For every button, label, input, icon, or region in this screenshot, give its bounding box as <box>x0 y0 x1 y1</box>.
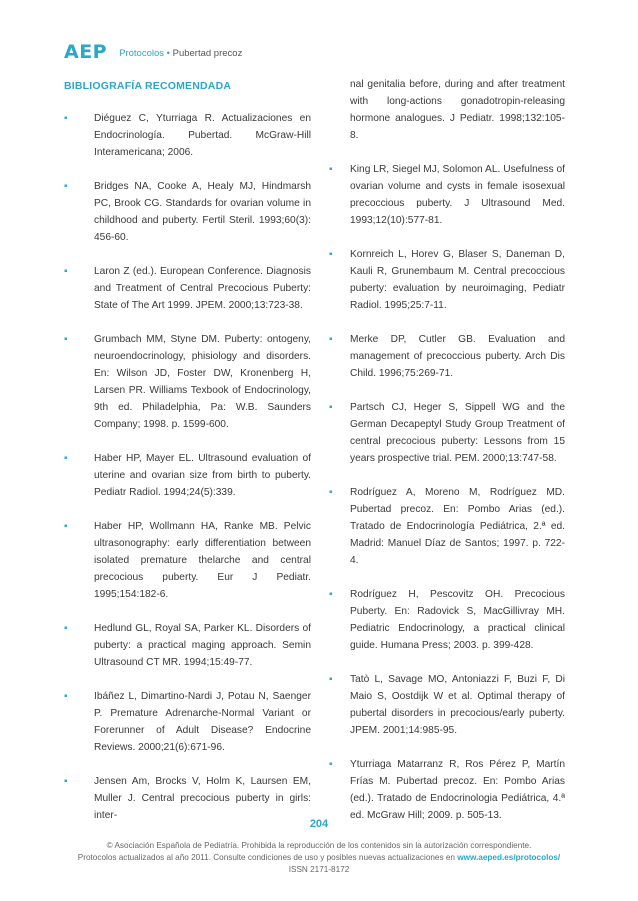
reference-item <box>64 773 311 824</box>
reference-text: Partsch CJ, Heger S, Sippell WG and the German Decapeptyl Study Group Treatment of central precocious puberty: Lessons from 15 years prospective trial. PEM. 2000;13:747-58. <box>350 402 565 464</box>
reference-text: King LR, Siegel MJ, Solomon AL. Usefulness of ovarian volume and cysts in female isosexual precoccious puberty. J Ultrasound Med. 1993;12(10):577-81. <box>350 164 565 226</box>
bullet-icon: ▪ <box>329 334 333 345</box>
bullet-icon: ▪ <box>64 691 68 702</box>
reference-item <box>64 688 311 756</box>
reference-text: Jensen Am, Brocks V, Holm K, Laursen EM, Muller J. Central precocious puberty in girls: inter- <box>94 776 311 821</box>
bullet-icon: ▪ <box>329 487 333 498</box>
bullet-icon: ▪ <box>64 521 68 532</box>
reference-item <box>64 518 311 603</box>
reference-continuation: nal genitalia before, during and after treatment with long-actions gonadotropin-releasing hormone analogues. J Pediatr. 1998;132:105-8. <box>350 79 565 141</box>
bullet-icon: ▪ <box>64 266 68 277</box>
reference-list-left <box>64 110 311 824</box>
bullet-icon: ▪ <box>64 776 68 787</box>
reference-text: Haber HP, Mayer EL. Ultrasound evaluation of uterine and ovarian size from birth to puberty. Pediatr Radiol. 1994;24(5):339. <box>94 453 311 498</box>
reference-text: Grumbach MM, Styne DM. Puberty: ontogeny, neuroendocrinology, phisiology and disorders. En: Wilson JD, Foster DW, Kronenberg H, Larsen PR. Williams Texbook of Endocrinology, 9th ed. Philadelphia, Pa: W.B. Saunders Company; 1998. p. 1599-600. <box>94 334 311 430</box>
left-column <box>64 76 311 841</box>
reference-item <box>64 331 311 433</box>
update-line <box>0 852 638 864</box>
reference-item <box>64 110 311 161</box>
reference-text: Merke DP, Cutler GB. Evaluation and management of precoccious puberty. Arch Dis Child. 1996;75:269-71. <box>350 334 565 379</box>
reference-item <box>329 331 565 382</box>
bullet-icon: ▪ <box>329 402 333 413</box>
issn: ISSN 2171-8172 <box>288 865 350 874</box>
right-column <box>329 76 565 841</box>
bullet-icon: ▪ <box>329 589 333 600</box>
update-text: Protocolos actualizados al año 2011. Consulte condiciones de uso y posibles nuevas actualizaciones en <box>77 853 458 862</box>
page-header <box>64 42 242 62</box>
series-name: Protocolos <box>119 48 164 59</box>
page-number: 204 <box>309 818 329 830</box>
reference-text: Ibáñez L, Dimartino-Nardi J, Potau N, Saenger P. Premature Adrenarche-Normal Variant or Forerunner of Adult Disease? Endocrine Reviews. 2000;21(6):671-96. <box>94 691 311 753</box>
reference-item <box>329 484 565 569</box>
bullet-icon: ▪ <box>329 249 333 260</box>
running-title <box>119 47 242 62</box>
bullet-icon: ▪ <box>329 759 333 770</box>
reference-item <box>64 263 311 314</box>
reference-item <box>329 399 565 467</box>
bullet-icon: ▪ <box>64 453 68 464</box>
bullet-icon: ▪ <box>64 113 68 124</box>
bullet-icon: ▪ <box>64 334 68 345</box>
page-footer <box>0 840 638 876</box>
reference-text: Hedlund GL, Royal SA, Parker KL. Disorders of puberty: a practical maging approach. Semin Ultrasound CT MR. 1994;15:49-77. <box>94 623 311 668</box>
reference-item <box>64 450 311 501</box>
bullet-icon: ▪ <box>329 674 333 685</box>
reference-item <box>329 756 565 824</box>
bullet-icon: ▪ <box>64 181 68 192</box>
reference-list-right <box>329 161 565 824</box>
reference-text: Tatò L, Savage MO, Antoniazzi F, Buzi F, Di Maio S, Oostdijk W et al. Optimal therapy of pubertal disorders in precocious/early puberty. JPEM. 2001;14:985-95. <box>350 674 565 736</box>
section-name: Pubertad precoz <box>172 48 243 59</box>
reference-text: Bridges NA, Cooke A, Healy MJ, Hindmarsh PC, Brook CG. Standards for ovarian volume in childhood and puberty. Fertil Steril. 1993;60(3): 456-60. <box>94 181 311 243</box>
reference-item <box>329 161 565 229</box>
reference-text: Diéguez C, Yturriaga R. Actualizaciones en Endocrinología. Pubertad. McGraw-Hill Interamericana; 2006. <box>94 113 311 158</box>
reference-text: Haber HP, Wollmann HA, Ranke MB. Pelvic ultrasonography: early differentiation between isolated premature thelarche and central precocious puberty. Eur J Pediatr. 1995;154:182-6. <box>94 521 311 600</box>
bibliography-heading: BIBLIOGRAFÍA RECOMENDADA <box>64 80 232 92</box>
title-separator: • <box>166 48 170 59</box>
reference-text: Rodríguez A, Moreno M, Rodríguez MD. Pubertad precoz. En: Pombo Arias (ed.). Tratado de Endocrinología Pediátrica, 2.ª ed. Madrid: Manuel Díaz de Santos; 1997. p. 722-4. <box>350 487 565 566</box>
copyright-line: © Asociación Española de Pediatría. Prohibida la reproducción de los contenidos sin la autorización correspondiente. <box>106 841 532 850</box>
protocols-link[interactable]: www.aeped.es/protocolos/ <box>457 853 561 862</box>
bullet-icon: ▪ <box>64 623 68 634</box>
reference-item <box>64 178 311 246</box>
reference-item <box>64 620 311 671</box>
aep-logo: AEP <box>64 41 108 63</box>
reference-item <box>329 586 565 654</box>
reference-text: Kornreich L, Horev G, Blaser S, Daneman D, Kauli R, Grunembaum M. Central precoccious puberty: evaluation by neuroimaging, Pediatr Radiol. 1995;25:7-11. <box>350 249 565 311</box>
reference-item <box>329 246 565 314</box>
reference-item <box>329 671 565 739</box>
reference-text: Yturriaga Matarranz R, Ros Pérez P, Martín Frías M. Pubertad precoz. En: Pombo Arias (ed.). Tratado de Endocrinologia Pediátrica, 4.ª ed. McGraw Hill; 2009. p. 505-13. <box>350 759 565 821</box>
bullet-icon: ▪ <box>329 164 333 175</box>
reference-text: Laron Z (ed.). European Conference. Diagnosis and Treatment of Central Precocious Puberty: State of The Art 1999. JPEM. 2000;13:723-38. <box>94 266 311 311</box>
reference-text: Rodríguez H, Pescovitz OH. Precocious Puberty. En: Radovick S, MacGillivray MH. Pediatric Endocrinology, a practical clinical guide. Humana Press; 2003. p. 399-428. <box>350 589 565 651</box>
